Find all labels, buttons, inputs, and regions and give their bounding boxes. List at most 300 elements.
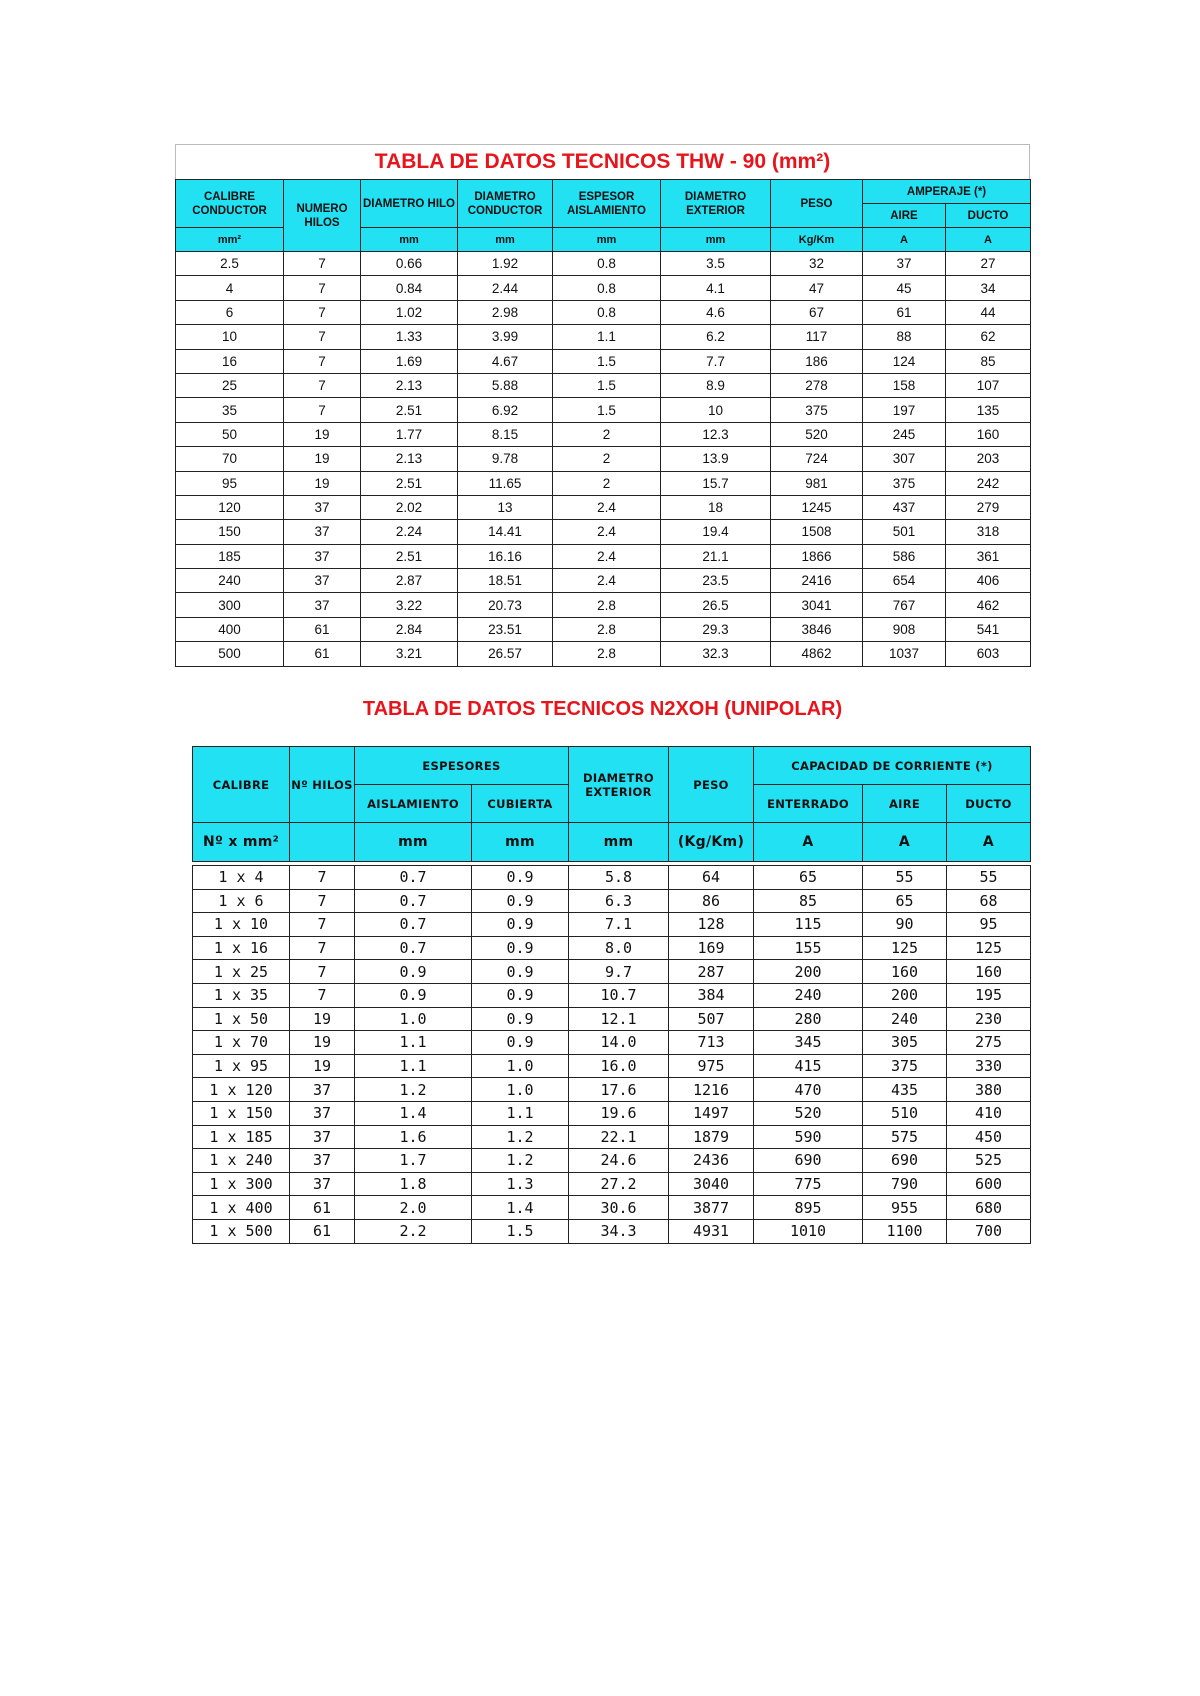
table-cell: 7.1 (569, 913, 669, 937)
table-cell: 9.78 (458, 447, 553, 471)
table-cell: 10 (661, 398, 771, 422)
table-cell: 541 (946, 617, 1031, 641)
table-cell: 45 (863, 276, 946, 300)
table-cell: 200 (754, 960, 863, 984)
table-cell: 1 x 400 (193, 1196, 290, 1220)
table-cell: 1010 (754, 1219, 863, 1243)
header-diametro-hilo: DIAMETRO HILO (361, 180, 458, 228)
table-cell: 3.22 (361, 593, 458, 617)
table-cell: 120 (176, 495, 284, 519)
table-cell: 2.84 (361, 617, 458, 641)
table-cell: 1216 (669, 1078, 754, 1102)
table-cell: 600 (947, 1172, 1031, 1196)
table-cell: 330 (947, 1054, 1031, 1078)
table-row (176, 593, 1031, 617)
table-cell: 724 (771, 447, 863, 471)
header-n-hilos: Nº HILOS (290, 747, 355, 823)
unit-espesor: mm (553, 228, 661, 252)
table-row (176, 569, 1031, 593)
table-row (176, 617, 1031, 641)
header-diametro-exterior: DIAMETRO EXTERIOR (661, 180, 771, 228)
table-cell: 195 (947, 983, 1031, 1007)
table-cell: 128 (669, 913, 754, 937)
table-row (193, 866, 1031, 890)
table-cell: 2.5 (176, 252, 284, 276)
unit-diametro-conductor: mm (458, 228, 553, 252)
table-cell: 895 (754, 1196, 863, 1220)
table-cell: 5.88 (458, 373, 553, 397)
table-cell: 64 (669, 866, 754, 890)
table-row (193, 936, 1031, 960)
table-cell: 7 (290, 960, 355, 984)
table-cell: 62 (946, 325, 1031, 349)
table-cell: 0.9 (472, 913, 569, 937)
table-cell: 4862 (771, 642, 863, 666)
table-cell: 2.51 (361, 471, 458, 495)
table-cell: 44 (946, 300, 1031, 324)
table-cell: 7 (284, 349, 361, 373)
table-cell: 654 (863, 569, 946, 593)
table-cell: 50 (176, 422, 284, 446)
table-cell: 37 (284, 495, 361, 519)
table-cell: 1.77 (361, 422, 458, 446)
table-cell: 1497 (669, 1101, 754, 1125)
table-cell: 18 (661, 495, 771, 519)
table-cell: 1.8 (355, 1172, 472, 1196)
table-row (193, 1172, 1031, 1196)
table-cell: 287 (669, 960, 754, 984)
table-row (193, 889, 1031, 913)
table-row (176, 447, 1031, 471)
table-cell: 280 (754, 1007, 863, 1031)
header-diametro-exterior: DIAMETRO EXTERIOR (569, 747, 669, 823)
table-cell: 1 x 185 (193, 1125, 290, 1149)
table-cell: 7 (290, 936, 355, 960)
table-cell: 230 (947, 1007, 1031, 1031)
table-cell: 23.51 (458, 617, 553, 641)
table-cell: 124 (863, 349, 946, 373)
table-cell: 3041 (771, 593, 863, 617)
table-cell: 37 (290, 1149, 355, 1173)
table-cell: 1.02 (361, 300, 458, 324)
table-cell: 2.4 (553, 544, 661, 568)
header-calibre-conductor: CALIBRE CONDUCTOR (176, 180, 284, 228)
table-cell: 2.4 (553, 495, 661, 519)
table-cell: 0.7 (355, 889, 472, 913)
table-cell: 16 (176, 349, 284, 373)
table-cell: 7 (284, 276, 361, 300)
table-cell: 1 x 150 (193, 1101, 290, 1125)
table-cell: 19 (290, 1007, 355, 1031)
table-cell: 65 (754, 866, 863, 890)
table-cell: 7 (290, 913, 355, 937)
table-cell: 0.66 (361, 252, 458, 276)
table-cell: 37 (284, 569, 361, 593)
table-cell: 6 (176, 300, 284, 324)
table-cell: 300 (176, 593, 284, 617)
table-cell: 1 x 240 (193, 1149, 290, 1173)
table-cell: 1.2 (472, 1125, 569, 1149)
table-cell: 160 (947, 960, 1031, 984)
table-cell: 462 (946, 593, 1031, 617)
table-cell: 790 (863, 1172, 947, 1196)
table-cell: 375 (771, 398, 863, 422)
table-cell: 27 (946, 252, 1031, 276)
table-cell: 1.0 (472, 1078, 569, 1102)
table-cell: 6.92 (458, 398, 553, 422)
table-cell: 5.8 (569, 866, 669, 890)
table-cell: 975 (669, 1054, 754, 1078)
thw-table-title: TABLA DE DATOS TECNICOS THW - 90 (mm²) (175, 144, 1030, 179)
table-row (176, 495, 1031, 519)
table-cell: 384 (669, 983, 754, 1007)
table-cell: 8.9 (661, 373, 771, 397)
table-cell: 150 (176, 520, 284, 544)
table-cell: 1.4 (355, 1101, 472, 1125)
table-cell: 520 (771, 422, 863, 446)
table-cell: 437 (863, 495, 946, 519)
table-cell: 14.0 (569, 1031, 669, 1055)
table-row (176, 544, 1031, 568)
table-cell: 22.1 (569, 1125, 669, 1149)
table-cell: 61 (290, 1219, 355, 1243)
table-cell: 16.0 (569, 1054, 669, 1078)
table-cell: 1 x 95 (193, 1054, 290, 1078)
table-cell: 1.2 (472, 1149, 569, 1173)
table-cell: 6.3 (569, 889, 669, 913)
table-cell: 1 x 10 (193, 913, 290, 937)
table-cell: 95 (176, 471, 284, 495)
header-aire: AIRE (863, 785, 947, 823)
table-cell: 510 (863, 1101, 947, 1125)
table-cell: 767 (863, 593, 946, 617)
header-numero-hilos: NUMERO HILOS (284, 180, 361, 252)
table-cell: 1.1 (355, 1054, 472, 1078)
table-cell: 2.24 (361, 520, 458, 544)
table-cell: 4931 (669, 1219, 754, 1243)
table-row (176, 300, 1031, 324)
table-cell: 4.67 (458, 349, 553, 373)
table-cell: 2.13 (361, 373, 458, 397)
table-cell: 11.65 (458, 471, 553, 495)
table-cell: 61 (290, 1196, 355, 1220)
table-cell: 2.8 (553, 593, 661, 617)
table-row (193, 960, 1031, 984)
table-cell: 17.6 (569, 1078, 669, 1102)
table-cell: 16.16 (458, 544, 553, 568)
table-cell: 1.1 (355, 1031, 472, 1055)
table-cell: 2.98 (458, 300, 553, 324)
table-cell: 0.8 (553, 252, 661, 276)
table-cell: 160 (946, 422, 1031, 446)
table-row (193, 1149, 1031, 1173)
table-cell: 2.0 (355, 1196, 472, 1220)
table-cell: 61 (284, 642, 361, 666)
unit-aire: A (863, 823, 947, 862)
table-cell: 575 (863, 1125, 947, 1149)
table-cell: 2.8 (553, 642, 661, 666)
header-espesores: ESPESORES (355, 747, 569, 785)
table-cell: 7 (284, 373, 361, 397)
table-cell: 185 (176, 544, 284, 568)
table-cell: 19 (284, 422, 361, 446)
table-cell: 68 (947, 889, 1031, 913)
table-cell: 37 (284, 520, 361, 544)
table-cell: 450 (947, 1125, 1031, 1149)
table-cell: 9.7 (569, 960, 669, 984)
table-cell: 690 (754, 1149, 863, 1173)
table-cell: 19 (284, 471, 361, 495)
table-cell: 55 (863, 866, 947, 890)
table-cell: 0.7 (355, 866, 472, 890)
table-cell: 135 (946, 398, 1031, 422)
table-cell: 0.9 (355, 960, 472, 984)
table-cell: 2.51 (361, 398, 458, 422)
table-cell: 3040 (669, 1172, 754, 1196)
table-cell: 37 (290, 1125, 355, 1149)
table-cell: 32 (771, 252, 863, 276)
table-cell: 19 (290, 1054, 355, 1078)
table-cell: 2.2 (355, 1219, 472, 1243)
table-cell: 0.8 (553, 276, 661, 300)
unit-peso: Kg/Km (771, 228, 863, 252)
table-cell: 1.1 (553, 325, 661, 349)
header-aire: AIRE (863, 204, 946, 228)
table-row (176, 471, 1031, 495)
unit-peso: (Kg/Km) (669, 823, 754, 862)
unit-calibre: Nº x mm² (193, 823, 290, 862)
table-cell: 278 (771, 373, 863, 397)
table-cell: 203 (946, 447, 1031, 471)
table-row (176, 349, 1031, 373)
header-ducto: DUCTO (946, 204, 1031, 228)
table-cell: 95 (947, 913, 1031, 937)
table-cell: 361 (946, 544, 1031, 568)
table-cell: 2.87 (361, 569, 458, 593)
table-cell: 507 (669, 1007, 754, 1031)
table-cell: 7 (284, 325, 361, 349)
table-cell: 7 (290, 889, 355, 913)
table-row (176, 520, 1031, 544)
table-cell: 1.5 (553, 398, 661, 422)
table-cell: 0.9 (472, 1007, 569, 1031)
table-cell: 680 (947, 1196, 1031, 1220)
table-cell: 4.6 (661, 300, 771, 324)
table-cell: 13 (458, 495, 553, 519)
table-cell: 186 (771, 349, 863, 373)
table-cell: 2 (553, 447, 661, 471)
table-cell: 70 (176, 447, 284, 471)
table-cell: 125 (947, 936, 1031, 960)
n2xoh-table-section (192, 746, 1030, 1244)
n2xoh-data-table (192, 746, 1031, 1244)
table-cell: 380 (947, 1078, 1031, 1102)
table-cell: 2 (553, 422, 661, 446)
table-cell: 410 (947, 1101, 1031, 1125)
table-cell: 34 (946, 276, 1031, 300)
table-cell: 1 x 500 (193, 1219, 290, 1243)
unit-aire: A (863, 228, 946, 252)
table-cell: 2.13 (361, 447, 458, 471)
table-cell: 19.4 (661, 520, 771, 544)
table-row (193, 1007, 1031, 1031)
table-cell: 1.5 (553, 373, 661, 397)
table-cell: 1.2 (355, 1078, 472, 1102)
thw-table-section (175, 144, 1030, 667)
table-cell: 1245 (771, 495, 863, 519)
table-cell: 37 (284, 544, 361, 568)
table-cell: 27.2 (569, 1172, 669, 1196)
table-cell: 1.92 (458, 252, 553, 276)
table-cell: 13.9 (661, 447, 771, 471)
table-cell: 25 (176, 373, 284, 397)
unit-hilos-empty (290, 823, 355, 862)
table-row (176, 422, 1031, 446)
table-cell: 115 (754, 913, 863, 937)
table-cell: 37 (290, 1078, 355, 1102)
table-cell: 1.5 (553, 349, 661, 373)
header-capacidad-corriente: CAPACIDAD DE CORRIENTE (*) (754, 747, 1031, 785)
table-cell: 345 (754, 1031, 863, 1055)
table-cell: 2.8 (553, 617, 661, 641)
table-cell: 590 (754, 1125, 863, 1149)
table-cell: 86 (669, 889, 754, 913)
header-espesor-aislamiento: ESPESOR AISLAMIENTO (553, 180, 661, 228)
table-cell: 275 (947, 1031, 1031, 1055)
table-cell: 1.0 (472, 1054, 569, 1078)
table-cell: 1508 (771, 520, 863, 544)
table-cell: 10 (176, 325, 284, 349)
unit-diametro-exterior: mm (661, 228, 771, 252)
table-cell: 200 (863, 983, 947, 1007)
table-cell: 955 (863, 1196, 947, 1220)
table-cell: 8.15 (458, 422, 553, 446)
table-cell: 19.6 (569, 1101, 669, 1125)
table-cell: 2416 (771, 569, 863, 593)
table-cell: 85 (754, 889, 863, 913)
unit-diametro-hilo: mm (361, 228, 458, 252)
table-cell: 375 (863, 1054, 947, 1078)
table-row (193, 1078, 1031, 1102)
table-row (176, 398, 1031, 422)
table-cell: 85 (946, 349, 1031, 373)
table-cell: 1 x 50 (193, 1007, 290, 1031)
unit-diametro-exterior: mm (569, 823, 669, 862)
table-row (176, 325, 1031, 349)
table-cell: 8.0 (569, 936, 669, 960)
table-cell: 90 (863, 913, 947, 937)
unit-aislamiento: mm (355, 823, 472, 862)
table-cell: 14.41 (458, 520, 553, 544)
table-cell: 470 (754, 1078, 863, 1102)
table-cell: 3877 (669, 1196, 754, 1220)
table-cell: 2.02 (361, 495, 458, 519)
table-row (193, 1125, 1031, 1149)
table-cell: 713 (669, 1031, 754, 1055)
table-cell: 4 (176, 276, 284, 300)
n2xoh-table-body (193, 866, 1031, 1244)
table-cell: 1 x 25 (193, 960, 290, 984)
table-cell: 775 (754, 1172, 863, 1196)
table-cell: 197 (863, 398, 946, 422)
table-cell: 305 (863, 1031, 947, 1055)
table-cell: 1.3 (472, 1172, 569, 1196)
table-cell: 155 (754, 936, 863, 960)
table-cell: 1 x 300 (193, 1172, 290, 1196)
table-cell: 3.21 (361, 642, 458, 666)
table-cell: 37 (290, 1172, 355, 1196)
table-cell: 0.9 (472, 866, 569, 890)
table-cell: 1 x 16 (193, 936, 290, 960)
table-cell: 61 (284, 617, 361, 641)
table-cell: 586 (863, 544, 946, 568)
table-cell: 12.3 (661, 422, 771, 446)
table-cell: 0.9 (472, 983, 569, 1007)
table-cell: 15.7 (661, 471, 771, 495)
table-cell: 1.1 (472, 1101, 569, 1125)
table-cell: 307 (863, 447, 946, 471)
table-cell: 0.9 (472, 889, 569, 913)
table-cell: 158 (863, 373, 946, 397)
table-cell: 169 (669, 936, 754, 960)
table-cell: 3846 (771, 617, 863, 641)
table-cell: 37 (284, 593, 361, 617)
table-cell: 35 (176, 398, 284, 422)
table-cell: 0.9 (472, 936, 569, 960)
table-cell: 1 x 120 (193, 1078, 290, 1102)
table-cell: 37 (863, 252, 946, 276)
table-cell: 3.99 (458, 325, 553, 349)
table-cell: 415 (754, 1054, 863, 1078)
table-cell: 1 x 70 (193, 1031, 290, 1055)
table-cell: 2 (553, 471, 661, 495)
table-cell: 1.4 (472, 1196, 569, 1220)
table-cell: 240 (176, 569, 284, 593)
table-cell: 375 (863, 471, 946, 495)
unit-ducto: A (947, 823, 1031, 862)
table-cell: 24.6 (569, 1149, 669, 1173)
table-cell: 19 (290, 1031, 355, 1055)
table-cell: 501 (863, 520, 946, 544)
table-cell: 279 (946, 495, 1031, 519)
table-cell: 65 (863, 889, 947, 913)
table-cell: 7 (284, 252, 361, 276)
table-cell: 7 (290, 983, 355, 1007)
table-cell: 29.3 (661, 617, 771, 641)
table-row (193, 983, 1031, 1007)
table-cell: 19 (284, 447, 361, 471)
table-cell: 700 (947, 1219, 1031, 1243)
table-cell: 7.7 (661, 349, 771, 373)
table-cell: 240 (754, 983, 863, 1007)
table-cell: 981 (771, 471, 863, 495)
unit-cubierta: mm (472, 823, 569, 862)
table-row (193, 1054, 1031, 1078)
table-cell: 1 x 4 (193, 866, 290, 890)
header-diametro-conductor: DIAMETRO CONDUCTOR (458, 180, 553, 228)
table-cell: 1879 (669, 1125, 754, 1149)
table-cell: 0.9 (472, 1031, 569, 1055)
table-cell: 1.0 (355, 1007, 472, 1031)
table-cell: 125 (863, 936, 947, 960)
table-cell: 30.6 (569, 1196, 669, 1220)
table-cell: 406 (946, 569, 1031, 593)
table-cell: 3.5 (661, 252, 771, 276)
table-cell: 1.69 (361, 349, 458, 373)
table-cell: 26.57 (458, 642, 553, 666)
table-cell: 26.5 (661, 593, 771, 617)
table-cell: 400 (176, 617, 284, 641)
